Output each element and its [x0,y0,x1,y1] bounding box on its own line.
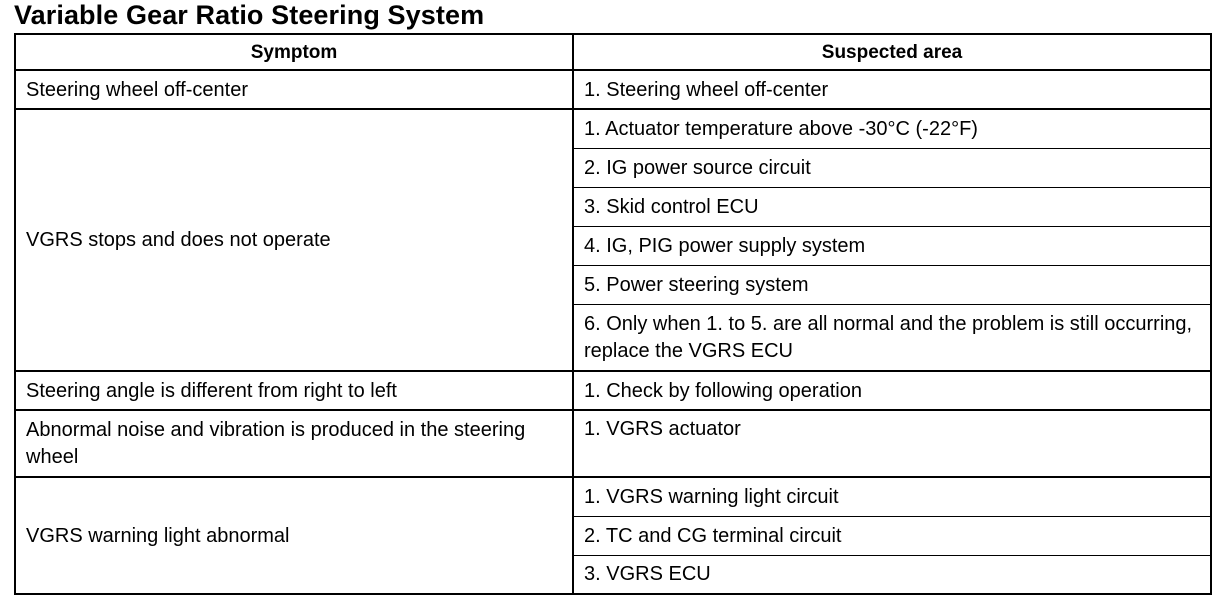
table-row [15,477,1211,516]
column-header-suspected-area: Suspected area [573,34,1211,70]
symptom-cell: VGRS warning light abnormal [15,477,573,594]
suspected-area-cell: 3. VGRS ECU [573,555,1211,594]
table-row [15,70,1211,109]
suspected-area-cell: 1. VGRS warning light circuit [573,477,1211,516]
table-row [15,371,1211,410]
suspected-area-cell: 2. IG power source circuit [573,148,1211,187]
suspected-area-cell: 6. Only when 1. to 5. are all normal and the problem is still occurring, replace the VGRS ECU [573,304,1211,371]
suspected-area-cell: 2. TC and CG terminal circuit [573,516,1211,555]
suspected-area-cell: 1. Actuator temperature above -30°C (-22°F) [573,109,1211,148]
suspected-area-cell: 5. Power steering system [573,265,1211,304]
symptom-cell: Abnormal noise and vibration is produced in the steering wheel [15,410,573,477]
troubleshooting-table [14,33,1212,595]
suspected-area-cell: 1. VGRS actuator [573,410,1211,477]
symptom-cell: Steering wheel off-center [15,70,573,109]
symptom-cell: VGRS stops and does not operate [15,109,573,371]
column-header-symptom: Symptom [15,34,573,70]
suspected-area-cell: 1. Check by following operation [573,371,1211,410]
symptom-cell: Steering angle is different from right to left [15,371,573,410]
page-title: Variable Gear Ratio Steering System [14,0,485,30]
table-row [15,410,1211,477]
table-row [15,109,1211,148]
suspected-area-cell: 1. Steering wheel off-center [573,70,1211,109]
suspected-area-cell: 3. Skid control ECU [573,187,1211,226]
suspected-area-cell: 4. IG, PIG power supply system [573,226,1211,265]
table-header-row [15,34,1211,70]
